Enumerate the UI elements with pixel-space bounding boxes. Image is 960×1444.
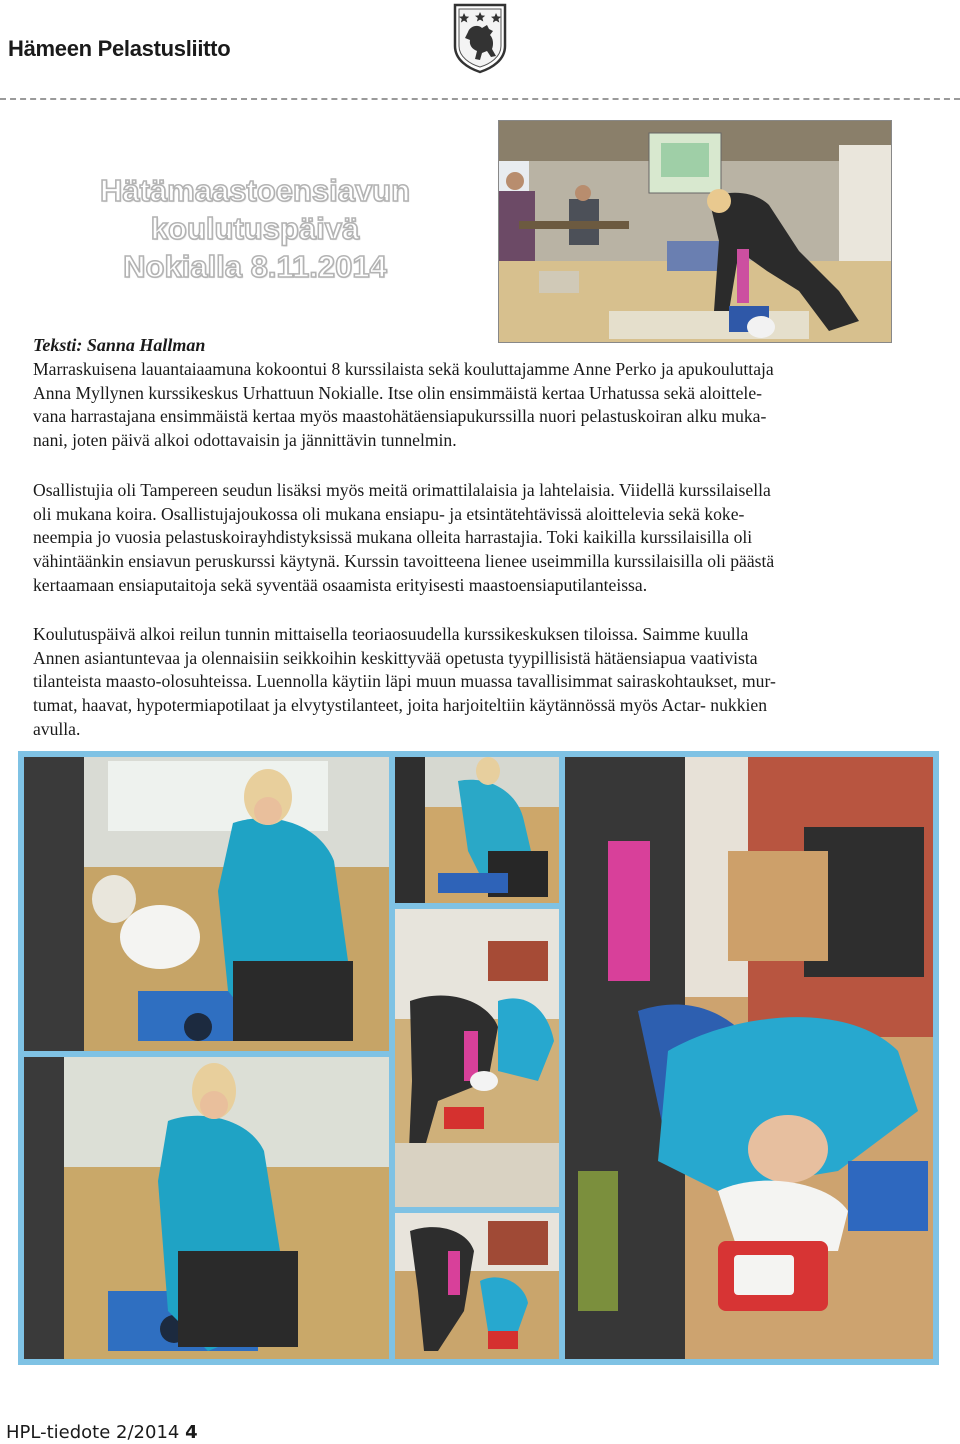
text-line: kertaamaan ensiaputaitoja sekä syventää osaamista erityisesti maastoensiaputilanteissa. bbox=[33, 574, 648, 595]
publication-name: HPL-tiedote 2/2014 bbox=[6, 1422, 180, 1443]
coat-of-arms-lynx-icon bbox=[452, 2, 508, 74]
text-line: vähintäänkin ensiavun peruskurssi käytynä. Kurssin tavoitteena lienee useimmilla kurssilaisilla oli päästä bbox=[33, 551, 775, 572]
article-paragraph-2 bbox=[33, 479, 915, 598]
organization-name: Hämeen Pelastusliitto bbox=[8, 36, 231, 61]
classroom-photo bbox=[498, 120, 892, 343]
text-line: oli mukana koira. Osallistujajoukossa oli mukana ensiapu- ja etsintätehtävissä aloittelevia sekä koke- bbox=[33, 503, 745, 524]
text-line: Annen asiantuntevaa ja olennaisiin seikkoihin keskittyvää opetusta tyypillisistä hätäensiapua vaativista bbox=[33, 647, 758, 668]
text-line: Koulutuspäivä alkoi reilun tunnin mittaisella teoriaosuudella kurssikeskuksen tiloissa. Saimme kuulla bbox=[33, 624, 749, 644]
text-line: tumat, haavat, hypotermiapotilaat ja elvytystilanteet, joita harjoiteltiin käytännössä myös Actar- nukkien bbox=[33, 695, 767, 716]
page-number: 4 bbox=[185, 1422, 198, 1443]
text-line: avulla. bbox=[33, 718, 81, 739]
text-line: neempia jo vuosia pelastuskoirayhdistyksissä mukana olleita harrastajia. Toki kaikilla kurssilaisilla oli bbox=[33, 527, 753, 548]
article-title bbox=[40, 172, 470, 286]
collage-photo-2 bbox=[24, 1057, 389, 1359]
collage-photo-3 bbox=[395, 757, 559, 903]
photo-collage bbox=[18, 751, 939, 1365]
text-line: vana harrastajana ensimmäistä kertaa myös maastohätäensiapukurssilla nuori pelastuskoiran alku muka- bbox=[33, 406, 767, 427]
article-author: Teksti: Sanna Hallman bbox=[33, 335, 206, 355]
text-line: tilanteista maasto-olosuhteissa. Luennolla käytiin läpi muun muassa tavallisimmat sairaskohtaukset, mur- bbox=[33, 671, 776, 692]
article-paragraph-3 bbox=[33, 623, 915, 742]
collage-photo-1 bbox=[24, 757, 389, 1051]
page-footer bbox=[6, 1422, 198, 1443]
header-divider bbox=[0, 98, 960, 100]
text-line: nani, joten päivä alkoi odottavaisin ja jännittävin tunnelmin. bbox=[33, 430, 457, 451]
title-line: koulutuspäivä bbox=[150, 211, 360, 246]
title-line: Hätämaastoensiavun bbox=[99, 173, 411, 208]
collage-photo-4 bbox=[395, 909, 559, 1207]
text-line: Anna Myllynen kurssikeskus Urhattuun Nokialle. Itse olin ensimmäistä kertaa Urhatussa sekä aloittele- bbox=[33, 382, 762, 403]
text-line: Marraskuisena lauantaiaamuna kokoontui 8 kurssilaista sekä kouluttajamme Anne Perko ja apukouluttaja bbox=[33, 359, 774, 379]
collage-photo-6 bbox=[565, 757, 933, 1359]
article-paragraph-1 bbox=[33, 358, 915, 453]
collage-photo-5 bbox=[395, 1213, 559, 1359]
text-line: Osallistujia oli Tampereen seudun lisäksi myös meitä orimattilalaisia ja lahtelaisia. Viidellä kurssilaisella bbox=[33, 480, 771, 500]
title-line: Nokialla 8.11.2014 bbox=[123, 249, 387, 284]
